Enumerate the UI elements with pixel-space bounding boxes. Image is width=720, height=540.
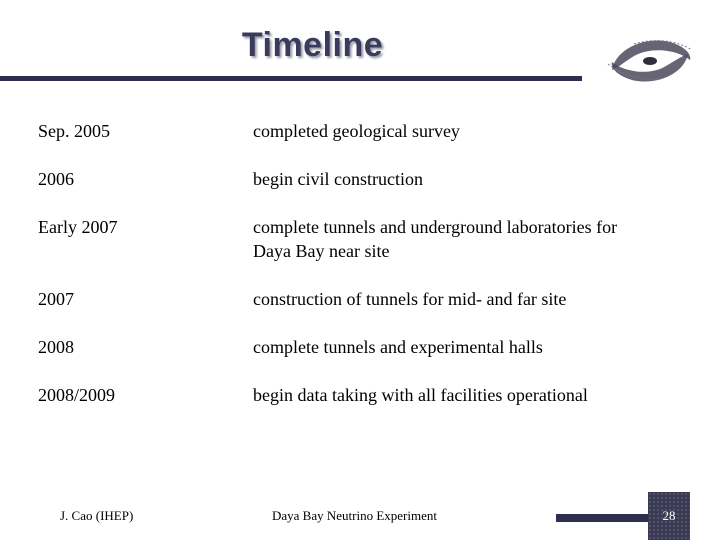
page-number: 28 xyxy=(648,492,690,540)
timeline-date: 2008/2009 xyxy=(38,385,116,405)
ihep-logo-icon xyxy=(604,30,696,92)
timeline-date: Early 2007 xyxy=(38,217,118,237)
timeline-event: completed geological survey xyxy=(253,121,460,141)
timeline-date: 2007 xyxy=(38,289,74,309)
timeline-event: begin civil construction xyxy=(253,169,423,189)
logo-swirl-icon xyxy=(608,40,692,81)
timeline-event: complete tunnels and experimental halls xyxy=(253,337,543,357)
timeline-date: Sep. 2005 xyxy=(38,121,110,141)
footer-bar xyxy=(556,514,648,522)
footer-experiment: Daya Bay Neutrino Experiment xyxy=(272,508,437,523)
timeline-date: 2006 xyxy=(38,169,74,189)
slide-title: Timeline xyxy=(241,26,384,64)
timeline-date: 2008 xyxy=(38,337,74,357)
timeline-event: construction of tunnels for mid- and far site xyxy=(253,289,567,309)
timeline-event: begin data taking with all facilities operational xyxy=(253,385,588,405)
footer-author: J. Cao (IHEP) xyxy=(60,508,134,523)
timeline-event: complete tunnels and underground laboratories for Daya Bay near site xyxy=(253,217,618,261)
title-underline xyxy=(0,76,582,81)
